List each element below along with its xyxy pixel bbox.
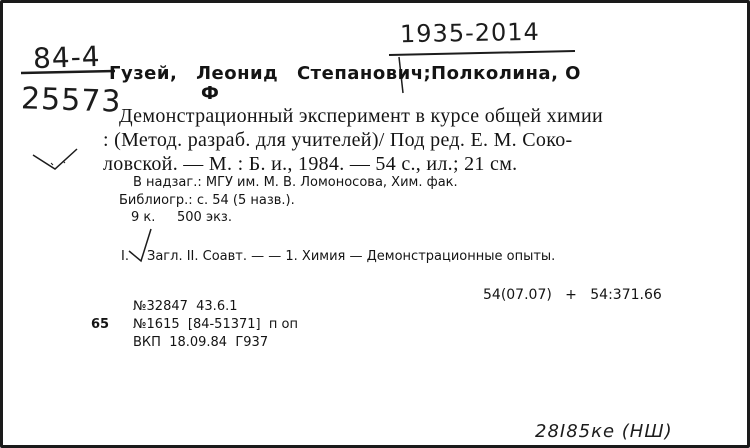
note-line-1: В надзаг.: МГУ им. М. В. Ломоносова, Хим. фак. [133,175,458,190]
handwritten-inventory-number: 25573 [20,81,123,120]
title-line-2: : (Метод. разраб. для учителей)/ Под ред. Е. М. Соко- [103,129,573,151]
registry-code: 65 [91,317,110,332]
author-heading: Гузей, Леонид Степанович; [109,63,432,84]
handwritten-footer-note: 28I85ке (НШ) [535,421,673,442]
title-line-3: ловской. — М. : Б. и., 1984. — 54 с., ил.; 21 см. [103,153,518,175]
shelf-mark-underline [21,71,115,73]
tracings-text: Загл. II. Соавт. — — 1. Химия — Демонстрационные опыты. [147,249,556,264]
note-line-2: Библиогр.: с. 54 (5 назв.). [119,193,295,208]
coauthor-heading: Полколина, О [431,63,581,84]
copies-count: 9 к. [131,210,156,225]
title-line-1: Демонстрационный эксперимент в курсе общей химии [119,105,603,127]
tracing-marker: I. [121,249,129,264]
coauthor-initial: Ф [201,83,219,104]
check-mark-left [33,149,77,169]
dates-underline [389,51,575,55]
tick-dots [51,161,65,165]
registry-line-3: ВКП 18.09.84 Г937 [133,335,269,350]
handwritten-shelf-mark: 84-4 [32,39,102,76]
registry-line-2: №1615 [84-51371] п оп [133,317,298,332]
registry-line-1: №32847 43.6.1 [133,299,238,314]
udc-index: 54(07.07) + 54:371.66 [483,287,662,303]
handwritten-life-dates: 1935-2014 [399,17,541,49]
print-run: 500 экз. [177,210,232,225]
